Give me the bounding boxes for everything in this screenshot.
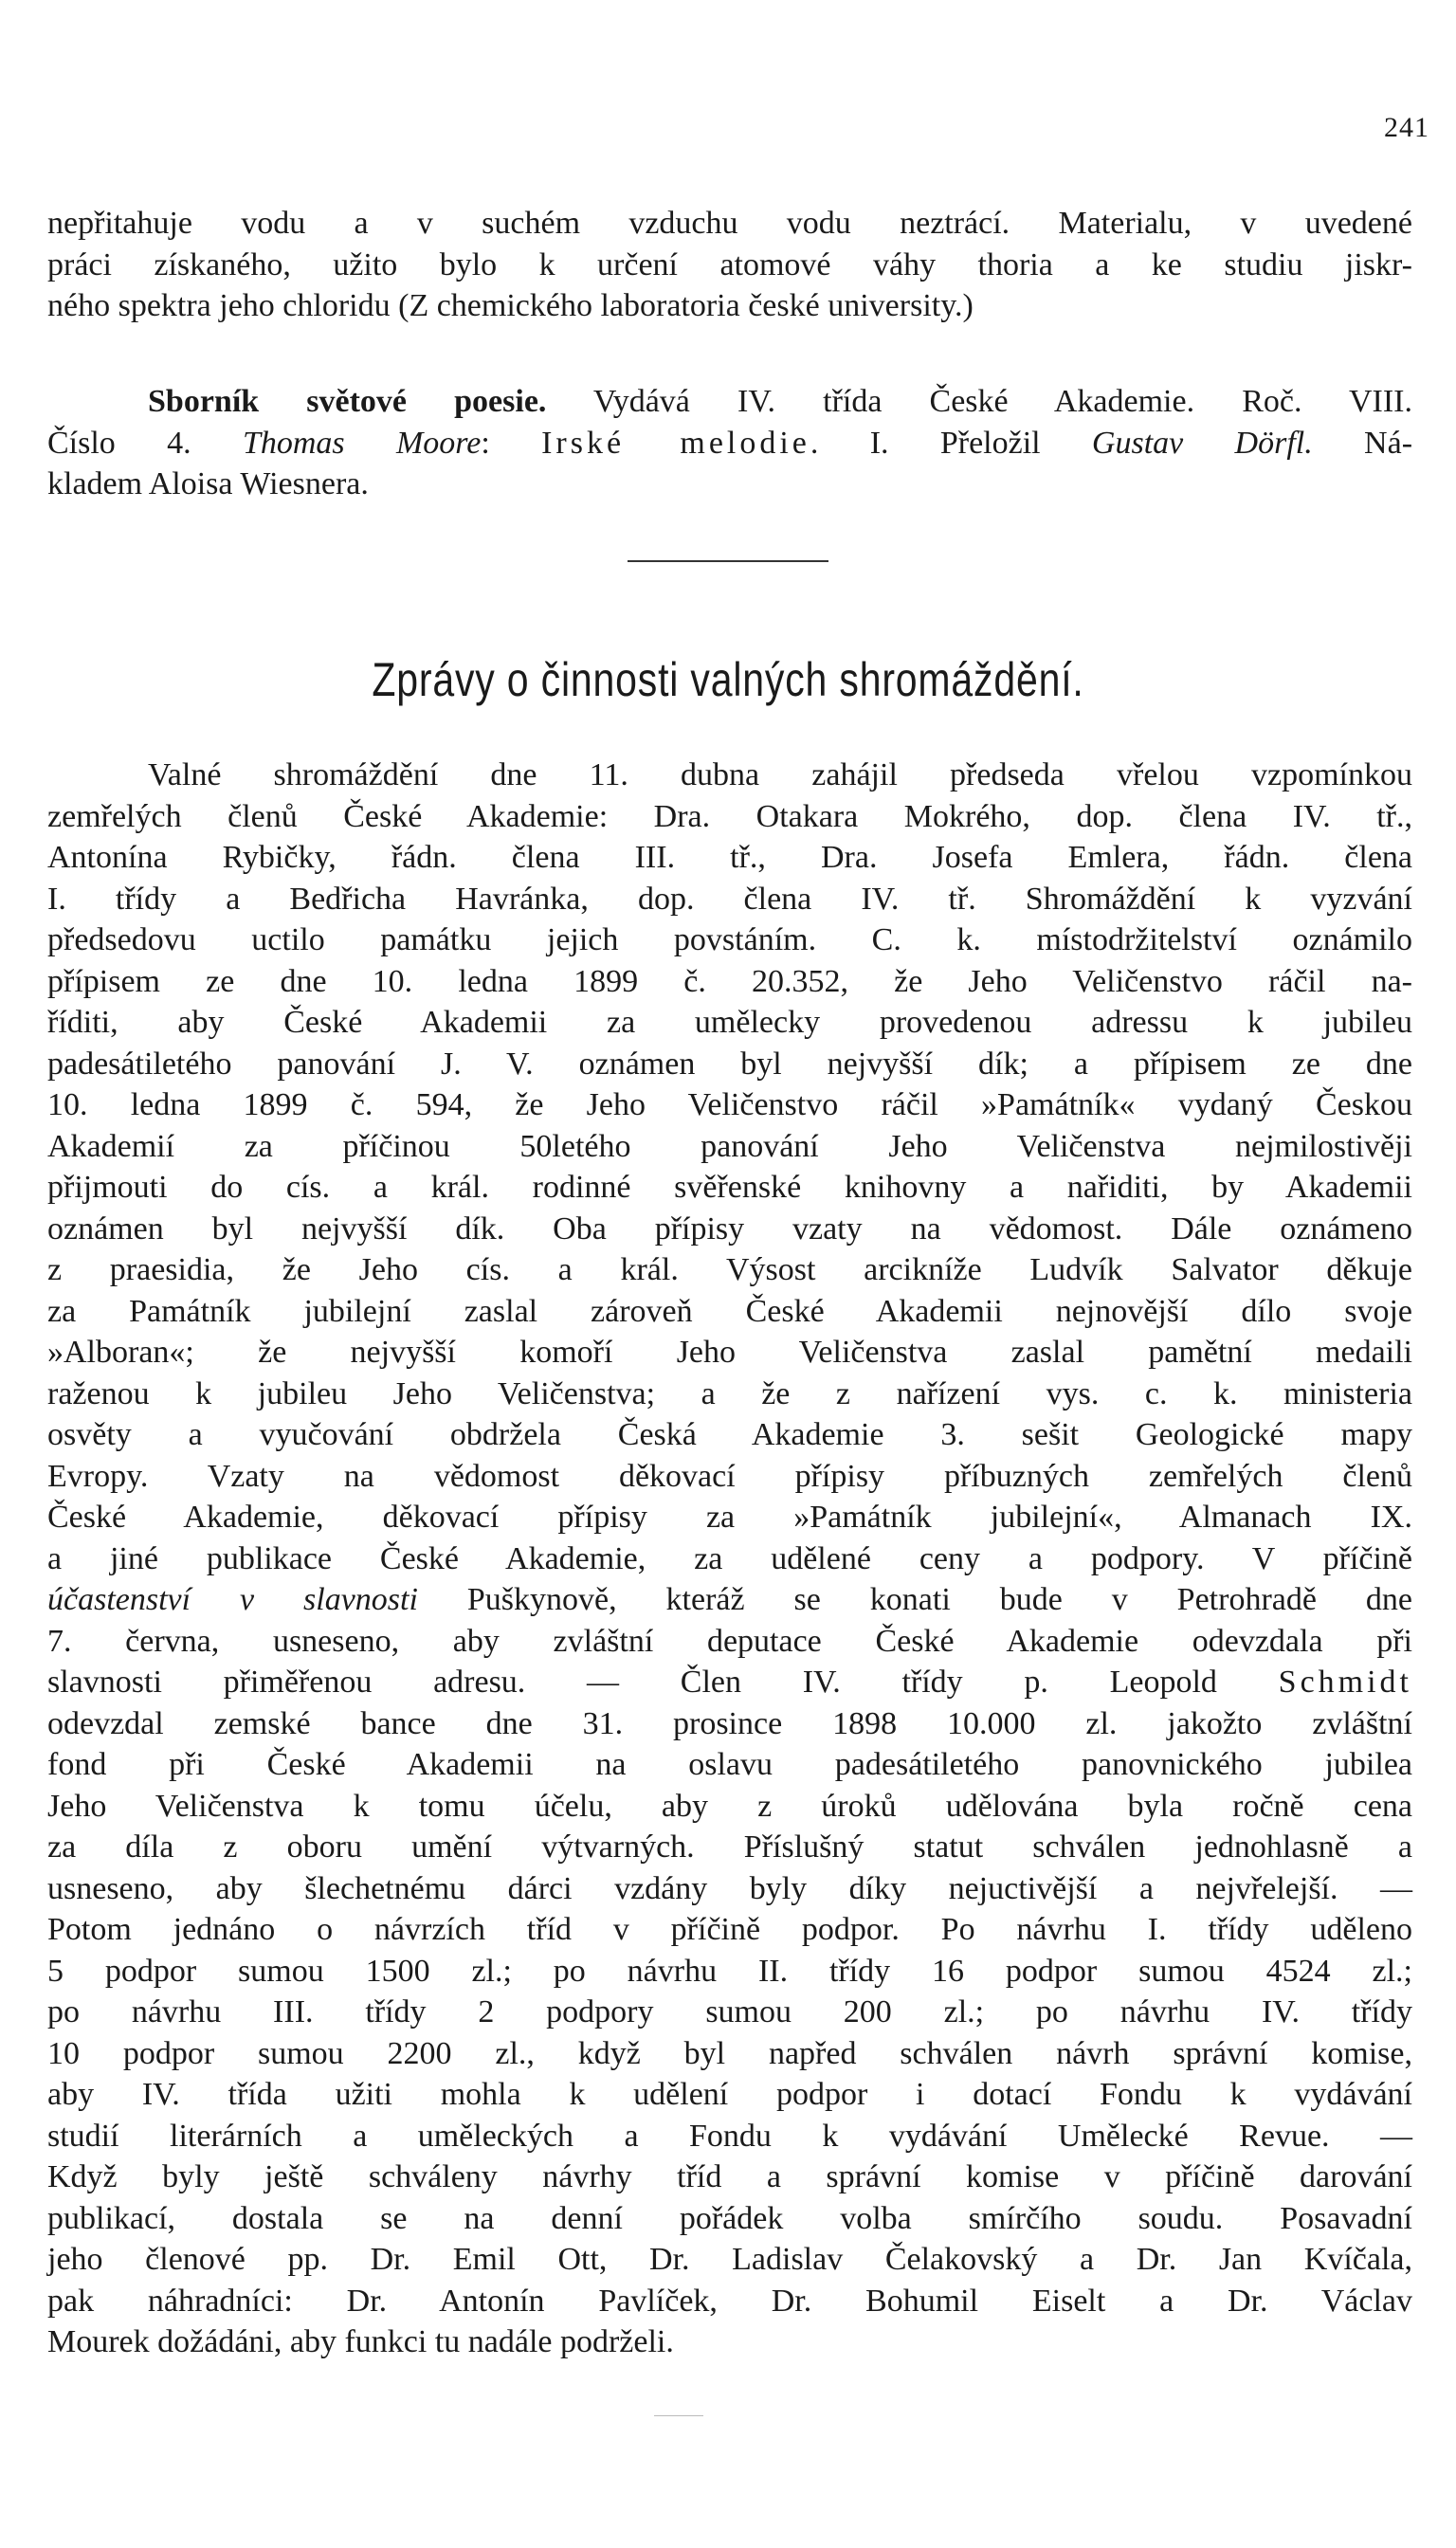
section-heading: Zprávy o činnosti valných shromáždění. (372, 653, 1084, 706)
report-line: České Akademie, děkovací přípisy za »Památník jubilejní«, Almanach IX. (47, 1500, 1412, 1535)
intro-line: nepřitahuje vodu a v suchém vzduchu vodu neztrácí. Materialu, v uvedené (47, 206, 1412, 241)
report-line: přípisem ze dne 10. ledna 1899 č. 20.352, že Jeho Veličenstvo ráčil na- (47, 963, 1412, 999)
report-line: »Alboran«; že nejvyšší komoří Jeho Veličenstva zaslal pamětní medaili (47, 1335, 1412, 1370)
page-number: 241 (1384, 112, 1429, 143)
translator-name: Gustav Dörfl. (1091, 425, 1313, 461)
publication-notice-line (47, 423, 1412, 464)
report-line: odevzdal zemské bance dne 31. prosince 1898 10.000 zl. jakožto zvláštní (47, 1705, 1412, 1741)
report-line: usneseno, aby šlechetnému dárci vzdány byly díky nejuctivější a nejvřelejší. — (47, 1870, 1412, 1906)
emphasized-phrase: účastenství v slavnosti (47, 1582, 418, 1617)
publication-notice (47, 381, 1412, 505)
report-line: 10 podpor sumou 2200 zl., když byl napřed schválen návrh správní komise, (47, 2035, 1412, 2071)
publication-title: Sborník světové poesie. (148, 384, 547, 419)
report-line: fond při České Akademii na oslavu padesátiletého panovnického jubilea (47, 1747, 1412, 1782)
report-line: za díla z oboru umění výtvarných. Příslušný statut schválen jednohlasně a (47, 1829, 1412, 1865)
report-line (47, 1662, 1412, 1703)
report-line: Když byly ještě schváleny návrhy tříd a správní komise v příčině darování (47, 2159, 1412, 2194)
report-line (47, 1579, 1412, 1621)
intro-line: ného spektra jeho chloridu (Z chemického laboratoria české university.) (47, 288, 974, 323)
report-line: 7. června, usneseno, aby zvláštní deputace České Akademie odevzdala při (47, 1623, 1412, 1659)
publication-notice-text: : (481, 425, 542, 461)
report-line: Evropy. Vzaty na vědomost děkovací přípisy příbuzných zemřelých členů (47, 1458, 1412, 1494)
report-line: studií literárních a uměleckých a Fondu k vydávání Umělecké Revue. — (47, 2118, 1412, 2154)
report-line: Jeho Veličenstva k tomu účelu, aby z úroků udělována byla ročně cena (47, 1788, 1412, 1824)
report-text: slavnosti přiměřenou adresu. — Člen IV. třídy p. Leopold (47, 1665, 1279, 1700)
report-line: 5 podpor sumou 1500 zl.; po návrhu II. třídy 16 podpor sumou 4524 zl.; (47, 1953, 1412, 1989)
report-line: aby IV. třída užiti mohla k udělení podpor i dotací Fondu k vydávání (47, 2077, 1412, 2112)
report-text: Puškynově, kteráž se konati bude v Petrohradě dne (417, 1582, 1412, 1617)
report-line: zemřelých členů České Akademie: Dra. Otakara Mokrého, dop. člena IV. tř., (47, 798, 1412, 834)
report-line: padesátiletého panování J. V. oznámen byl nejvyšší dík; a přípisem ze dne (47, 1046, 1412, 1082)
report-line: raženou k jubileu Jeho Veličenstva; a že z nařízení vys. c. k. ministeria (47, 1375, 1412, 1411)
report-line: za Památník jubilejní zaslal zároveň České Akademii nejnovější dílo svoje (47, 1293, 1412, 1329)
report-line: publikací, dostala se na denní pořádek volba smírčího soudu. Posavadní (47, 2200, 1412, 2236)
report-line: osvěty a vyučování obdržela Česká Akademie 3. sešit Geologické mapy (47, 1417, 1412, 1452)
report-line: I. třídy a Bedřicha Havránka, dop. člena IV. tř. Shromáždění k vyzvání (47, 881, 1412, 917)
report-line: přijmouti do cís. a král. rodinné svěřenské knihovny a nařiditi, by Akademii (47, 1170, 1412, 1205)
report-line: Valné shromáždění dne 11. dubna zahájil předseda vřelou vzpomínkou (148, 757, 1412, 792)
publication-notice-line (47, 381, 1412, 423)
report-line: Mourek dožádáni, aby funkci tu nadále podrželi. (47, 2324, 674, 2359)
report-line: 10. ledna 1899 č. 594, že Jeho Veličenstvo ráčil »Památník« vydaný Českou (47, 1087, 1412, 1122)
report-line: Antonína Rybičky, řádn. člena III. tř., Dra. Josefa Emlera, řádn. člena (47, 840, 1412, 875)
intro-paragraph (47, 203, 1412, 327)
report-line: říditi, aby České Akademii za umělecky provedenou adressu k jubileu (47, 1005, 1412, 1040)
intro-line: práci získaného, užito bylo k určení atomové váhy thoria a ke studiu jiskr- (47, 246, 1412, 282)
work-title: Irské melodie (541, 425, 810, 461)
report-line: jeho členové pp. Dr. Emil Ott, Dr. Ladislav Čelakovský a Dr. Jan Kvíčala, (47, 2242, 1412, 2277)
publication-notice-line: kladem Aloisa Wiesnera. (47, 466, 369, 501)
publication-notice-text: . I. Přeložil (810, 425, 1092, 461)
report-line: z praesidia, že Jeho cís. a král. Výsost arcikníže Ludvík Salvator děkuje (47, 1252, 1412, 1287)
report-line: a jiné publikace České Akademie, za udělené ceny a podpory. V příčině (47, 1540, 1412, 1576)
report-line: pak náhradníci: Dr. Antonín Pavlíček, Dr. Bohumil Eiselt a Dr. Václav (47, 2283, 1412, 2319)
report-line: Akademií za příčinou 50letého panování Jeho Veličenstva nejmilostivěji (47, 1128, 1412, 1164)
section-divider (628, 560, 828, 562)
report-line: předsedovu uctilo památku jejich povstáním. C. k. místodržitelství oznámilo (47, 922, 1412, 957)
spaced-surname: Schmidt (1278, 1665, 1412, 1700)
publication-notice-text: Číslo 4. (47, 425, 243, 461)
report-line: Potom jednáno o návrzích tříd v příčině podpor. Po návrhu I. třídy uděleno (47, 1912, 1412, 1947)
author-name: Thomas Moore (242, 425, 482, 461)
publication-notice-text: Vydává IV. třída České Akademie. Roč. VIII. (546, 384, 1412, 419)
end-mark (654, 2415, 703, 2416)
report-line: oznámen byl nejvyšší dík. Oba přípisy vzaty na vědomost. Dále oznámeno (47, 1210, 1412, 1247)
report-paragraph (47, 755, 1412, 2363)
report-line: po návrhu III. třídy 2 podpory sumou 200 zl.; po návrhu IV. třídy (47, 1994, 1412, 2029)
publication-notice-text: Ná- (1312, 425, 1413, 461)
